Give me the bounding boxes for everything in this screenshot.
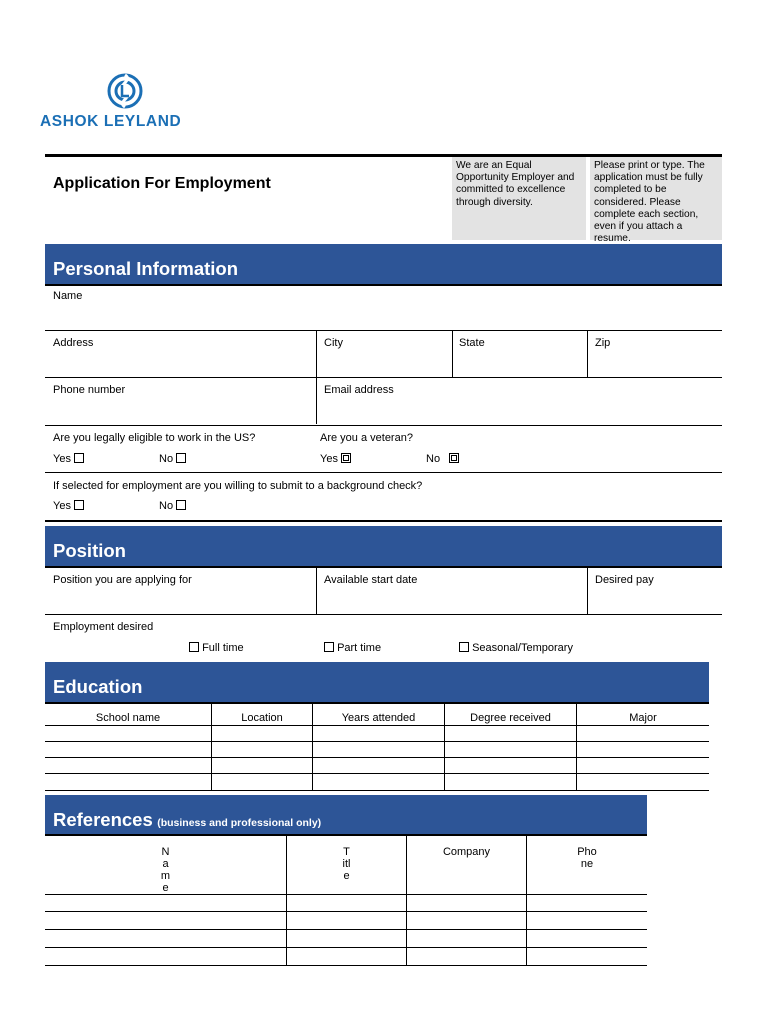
desired-pay-field[interactable] xyxy=(588,568,722,614)
no-label: No xyxy=(159,500,174,512)
education-col-degree: Degree received xyxy=(470,712,551,724)
references-table-body[interactable] xyxy=(45,895,647,965)
eligible-yes xyxy=(53,453,84,465)
no-label: No xyxy=(426,453,441,465)
zip-field[interactable] xyxy=(588,331,722,377)
section-references xyxy=(45,795,647,834)
phone-label: Phone number xyxy=(53,384,126,396)
state-field[interactable] xyxy=(453,331,587,377)
start-date-field[interactable] xyxy=(317,568,587,614)
veteran-no-checkbox[interactable] xyxy=(449,453,459,463)
veteran-yes xyxy=(320,453,351,465)
divider xyxy=(45,284,722,286)
divider xyxy=(45,614,722,615)
divider xyxy=(316,568,317,614)
company-logo-icon xyxy=(106,72,144,110)
name-label: Name xyxy=(53,290,83,302)
page-title: Application For Employment xyxy=(53,175,271,192)
divider xyxy=(452,331,453,377)
section-title: References xyxy=(53,809,153,830)
section-title: Education xyxy=(53,676,143,697)
position-applying-label: Position you are applying for xyxy=(53,574,192,586)
section-education xyxy=(45,662,709,702)
section-title: Personal Information xyxy=(53,258,239,279)
references-col-name: N a m e xyxy=(160,846,171,894)
background-yes-checkbox[interactable] xyxy=(74,500,84,510)
yes-label: Yes xyxy=(53,500,71,512)
background-no-checkbox[interactable] xyxy=(176,500,186,510)
desired-pay-label: Desired pay xyxy=(595,574,654,586)
table-row-line xyxy=(45,965,647,966)
divider xyxy=(316,331,317,377)
city-label: City xyxy=(324,337,343,349)
name-field[interactable] xyxy=(45,293,722,329)
email-field[interactable] xyxy=(317,378,722,424)
full-time-checkbox[interactable] xyxy=(189,642,199,652)
divider xyxy=(316,378,317,424)
seasonal-label: Seasonal/Temporary xyxy=(472,642,573,654)
position-field[interactable] xyxy=(45,568,316,614)
references-col-title: T itl e xyxy=(342,846,351,882)
references-col-company: Company xyxy=(442,846,491,858)
equal-opportunity-box xyxy=(452,157,586,240)
seasonal-checkbox[interactable] xyxy=(459,642,469,652)
education-col-location: Location xyxy=(241,712,283,724)
start-date-label: Available start date xyxy=(324,574,418,586)
address-field[interactable] xyxy=(45,331,316,377)
eligible-yes-checkbox[interactable] xyxy=(74,453,84,463)
eligible-question: Are you legally eligible to work in the US? xyxy=(53,432,256,444)
zip-label: Zip xyxy=(595,337,611,349)
eligible-no-checkbox[interactable] xyxy=(176,453,186,463)
equal-opportunity-text: We are an Equal Opportunity Employer and committed to excellence through diversity. xyxy=(456,160,575,208)
background-check-question: If selected for employment are you willing to submit to a background check? xyxy=(53,480,423,492)
yes-label: Yes xyxy=(53,453,71,465)
full-time-label: Full time xyxy=(202,642,244,654)
no-label: No xyxy=(159,453,174,465)
eligible-no xyxy=(159,453,186,465)
full-time-option xyxy=(189,642,244,654)
veteran-yes-checkbox[interactable] xyxy=(341,453,351,463)
education-col-years: Years attended xyxy=(341,712,416,724)
part-time-option xyxy=(324,642,381,654)
education-col-school: School name xyxy=(95,712,161,724)
section-title: Position xyxy=(53,540,126,561)
education-col-major: Major xyxy=(629,712,657,724)
section-position xyxy=(45,526,722,566)
phone-field[interactable] xyxy=(45,378,316,424)
references-col-phone: Pho ne xyxy=(577,846,597,870)
veteran-question: Are you a veteran? xyxy=(320,432,413,444)
yes-label: Yes xyxy=(320,453,338,465)
divider xyxy=(587,568,588,614)
divider xyxy=(45,834,647,836)
table-row-line xyxy=(45,790,709,791)
divider xyxy=(45,702,709,704)
section-personal-information xyxy=(45,244,722,284)
email-label: Email address xyxy=(324,384,394,396)
city-field[interactable] xyxy=(317,331,452,377)
section-subtitle: (business and professional only) xyxy=(157,817,322,829)
veteran-no xyxy=(426,453,459,465)
seasonal-option xyxy=(459,642,573,654)
divider xyxy=(45,520,722,522)
divider xyxy=(587,331,588,377)
state-label: State xyxy=(459,337,485,349)
instructions-box xyxy=(590,157,722,245)
part-time-checkbox[interactable] xyxy=(324,642,334,652)
divider xyxy=(45,472,722,473)
background-no xyxy=(159,500,186,512)
education-table-body[interactable] xyxy=(45,726,709,790)
company-name: ASHOK LEYLAND xyxy=(40,113,182,130)
instructions-text: Please print or type. The application must be fully completed to be considered. Please complete each section, even if you attach a resume. xyxy=(594,160,705,245)
employment-desired-label: Employment desired xyxy=(53,621,154,633)
address-label: Address xyxy=(53,337,94,349)
background-yes xyxy=(53,500,84,512)
part-time-label: Part time xyxy=(337,642,382,654)
divider xyxy=(45,425,722,426)
